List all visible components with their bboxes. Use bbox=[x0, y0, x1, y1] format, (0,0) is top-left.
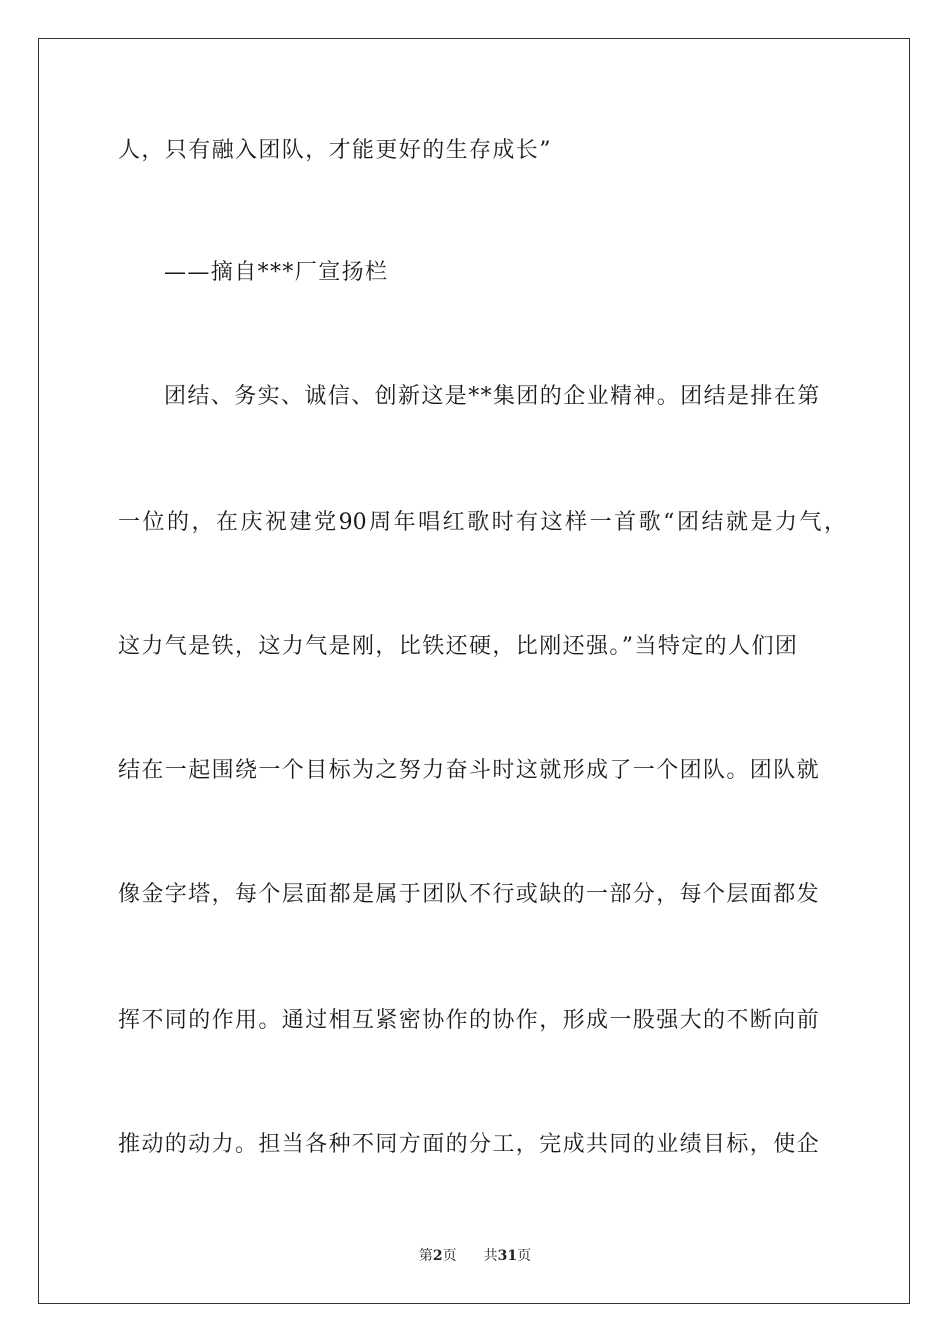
text-line-6: 结在一起围绕一个目标为之努力奋斗时这就形成了一个团队。团队就 bbox=[118, 758, 821, 783]
page-suffix: 页 bbox=[442, 1248, 457, 1264]
text-line-5: 这力气是铁，这力气是刚，比铁还硬，比刚还强。”当特定的人们团 bbox=[118, 634, 799, 659]
text-line-3: 团结、务实、诚信、创新这是**集团的企业精神。团结是排在第 bbox=[164, 384, 821, 409]
page-footer bbox=[0, 1246, 950, 1266]
total-prefix: 共 bbox=[483, 1248, 498, 1264]
total-suffix: 页 bbox=[517, 1248, 532, 1264]
total-pages: 31 bbox=[497, 1248, 518, 1264]
page-number: 2 bbox=[432, 1248, 443, 1264]
text-line-7: 像金字塔，每个层面都是属于团队不行或缺的一部分，每个层面都发 bbox=[118, 882, 821, 907]
text-line-4: 一位的，在庆祝建党90周年唱红歌时有这样一首歌“团结就是力气， bbox=[118, 510, 846, 535]
text-line-8: 挥不同的作用。通过相互紧密协作的协作，形成一股强大的不断向前 bbox=[118, 1008, 821, 1033]
text-line-1: 人，只有融入团队，才能更好的生存成长” bbox=[118, 138, 552, 163]
text-line-2-attribution: ——摘自***厂宣扬栏 bbox=[164, 260, 389, 285]
page-border bbox=[38, 38, 910, 1304]
text-line-9: 推动的动力。担当各种不同方面的分工，完成共同的业绩目标，使企 bbox=[118, 1132, 821, 1157]
page-prefix: 第 bbox=[418, 1248, 433, 1264]
